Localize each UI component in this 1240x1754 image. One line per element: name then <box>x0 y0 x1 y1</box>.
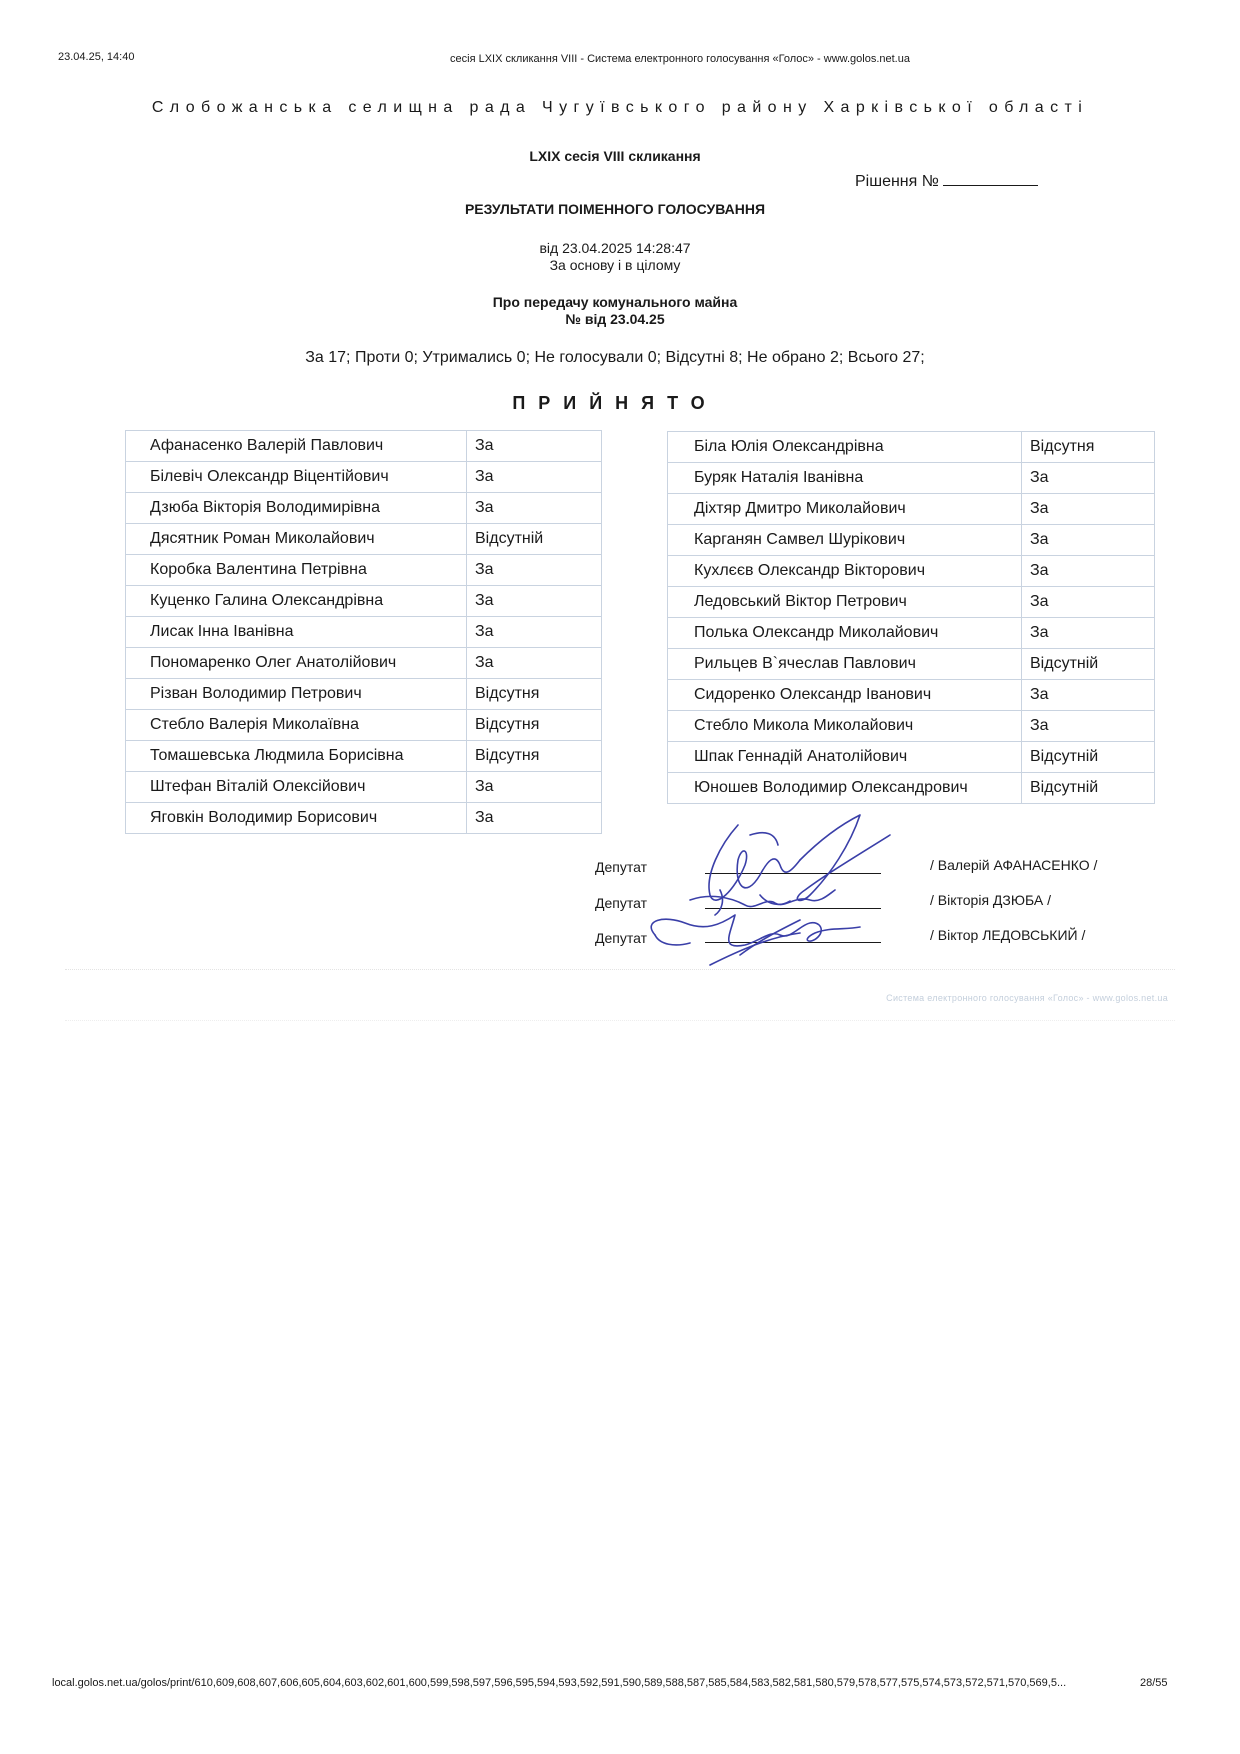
deputy-vote: За <box>1022 711 1155 742</box>
subject-title: Про передачу комунального майна <box>492 294 738 310</box>
deputy-vote: Відсутня <box>467 710 602 741</box>
deputy-name: Лисак Інна Іванівна <box>126 617 467 648</box>
table-row <box>668 773 1155 804</box>
subject-number: № від 23.04.25 <box>565 311 665 327</box>
decision-blank-line <box>943 171 1038 186</box>
deputy-name: Стебло Валерія Миколаївна <box>126 710 467 741</box>
deputy-vote: За <box>1022 680 1155 711</box>
deputy-name: Білевіч Олександр Віцентійович <box>126 462 467 493</box>
signature-role: Депутат <box>595 895 647 911</box>
deputy-vote: За <box>467 431 602 462</box>
signature-name: / Вікторія ДЗЮБА / <box>930 892 1051 908</box>
results-title: РЕЗУЛЬТАТИ ПОІМЕННОГО ГОЛОСУВАННЯ <box>464 201 766 217</box>
page-number: 28/55 <box>1140 1677 1168 1689</box>
deputy-name: Юношев Володимир Олександрович <box>668 773 1022 804</box>
table-row <box>668 432 1155 463</box>
table-row <box>126 710 602 741</box>
print-page-title: сесія LXIX скликання VIII - Система електронного голосування «Голос» - www.golos.net.ua <box>450 53 910 65</box>
table-row <box>126 772 602 803</box>
table-row <box>668 463 1155 494</box>
table-row <box>126 586 602 617</box>
decision-status: ПРИЙНЯТО <box>512 393 718 413</box>
decision-number <box>855 171 1038 191</box>
table-row <box>126 679 602 710</box>
deputy-name: Томашевська Людмила Борисівна <box>126 741 467 772</box>
deputy-vote: За <box>467 462 602 493</box>
deputy-name: Рильцев В`ячеслав Павлович <box>668 649 1022 680</box>
footer-divider <box>65 969 1175 970</box>
deputy-vote: За <box>467 555 602 586</box>
table-row <box>668 556 1155 587</box>
deputy-vote: Відсутній <box>1022 742 1155 773</box>
deputy-vote: За <box>1022 494 1155 525</box>
deputy-vote: Відсутня <box>1022 432 1155 463</box>
signature-role: Депутат <box>595 859 647 875</box>
vote-datetime: від 23.04.2025 14:28:47 <box>539 240 691 256</box>
deputy-vote: Відсутній <box>467 524 602 555</box>
deputy-name: Стебло Микола Миколайович <box>668 711 1022 742</box>
table-row <box>668 587 1155 618</box>
deputy-vote: За <box>467 648 602 679</box>
vote-mode: За основу і в цілому <box>549 257 681 273</box>
table-row <box>126 617 602 648</box>
deputy-vote: За <box>467 803 602 834</box>
deputy-name: Пономаренко Олег Анатолійович <box>126 648 467 679</box>
votes-table-left <box>125 430 602 834</box>
table-row <box>668 649 1155 680</box>
deputy-name: Дзюба Вікторія Володимирівна <box>126 493 467 524</box>
deputy-name: Штефан Віталій Олексійович <box>126 772 467 803</box>
deputy-vote: Відсутній <box>1022 773 1155 804</box>
deputy-vote: За <box>467 772 602 803</box>
deputy-name: Різван Володимир Петрович <box>126 679 467 710</box>
deputy-name: Афанасенко Валерій Павлович <box>126 431 467 462</box>
deputy-name: Буряк Наталія Іванівна <box>668 463 1022 494</box>
deputy-vote: За <box>467 586 602 617</box>
deputy-name: Діхтяр Дмитро Миколайович <box>668 494 1022 525</box>
table-row <box>126 431 602 462</box>
table-row <box>126 648 602 679</box>
print-url: local.golos.net.ua/golos/print/610,609,608,607,606,605,604,603,602,601,600,599,598,597,596,595,594,593,592,591,590,589,588,587,585,584,583,582,581,580,579,578,577,575,574,573,572,571,570,569,5... <box>52 1677 1067 1689</box>
vote-info <box>60 240 1170 274</box>
deputy-vote: Відсутня <box>467 741 602 772</box>
signature-name: / Валерій АФАНАСЕНКО / <box>930 857 1098 873</box>
handwritten-signatures <box>650 805 950 975</box>
table-row <box>668 494 1155 525</box>
deputy-vote: За <box>1022 556 1155 587</box>
footer-divider <box>65 1020 1175 1021</box>
deputy-name: Кухлєєв Олександр Вікторович <box>668 556 1022 587</box>
table-row <box>126 803 602 834</box>
deputy-name: Коробка Валентина Петрівна <box>126 555 467 586</box>
decision-label: Рішення № <box>855 173 939 190</box>
table-row <box>126 493 602 524</box>
deputy-vote: За <box>467 493 602 524</box>
table-row <box>668 742 1155 773</box>
print-datetime: 23.04.25, 14:40 <box>58 51 135 63</box>
table-row <box>668 711 1155 742</box>
table-row <box>668 618 1155 649</box>
table-row <box>126 462 602 493</box>
signature-name: / Віктор ЛЕДОВСЬКИЙ / <box>930 927 1086 943</box>
vote-subject <box>60 294 1170 328</box>
deputy-name: Куценко Галина Олександрівна <box>126 586 467 617</box>
deputy-vote: Відсутній <box>1022 649 1155 680</box>
table-row <box>126 555 602 586</box>
vote-summary: За 17; Проти 0; Утримались 0; Не голосували 0; Відсутні 8; Не обрано 2; Всього 27; <box>305 349 925 366</box>
footer-brand: Система електронного голосування «Голос» - www.golos.net.ua <box>886 993 1168 1003</box>
deputy-name: Ледовський Віктор Петрович <box>668 587 1022 618</box>
table-row <box>126 741 602 772</box>
deputy-name: Шпак Геннадій Анатолійович <box>668 742 1022 773</box>
deputy-vote: За <box>467 617 602 648</box>
deputy-vote: За <box>1022 618 1155 649</box>
table-row <box>126 524 602 555</box>
deputy-vote: Відсутня <box>467 679 602 710</box>
table-row <box>668 680 1155 711</box>
council-name: Слобожанська селищна рада Чугуївського району Харківської області <box>151 99 1089 116</box>
deputy-name: Дясятник Роман Миколайович <box>126 524 467 555</box>
deputy-vote: За <box>1022 525 1155 556</box>
deputy-name: Біла Юлія Олександрівна <box>668 432 1022 463</box>
signature-role: Депутат <box>595 930 647 946</box>
deputy-vote: За <box>1022 587 1155 618</box>
table-row <box>668 525 1155 556</box>
deputy-vote: За <box>1022 463 1155 494</box>
deputy-name: Сидоренко Олександр Іванович <box>668 680 1022 711</box>
votes-table-right <box>667 431 1155 804</box>
deputy-name: Карганян Самвел Шурікович <box>668 525 1022 556</box>
session-title: LXIX сесія VIII скликання <box>529 148 701 164</box>
deputy-name: Полька Олександр Миколайович <box>668 618 1022 649</box>
deputy-name: Яговкін Володимир Борисович <box>126 803 467 834</box>
